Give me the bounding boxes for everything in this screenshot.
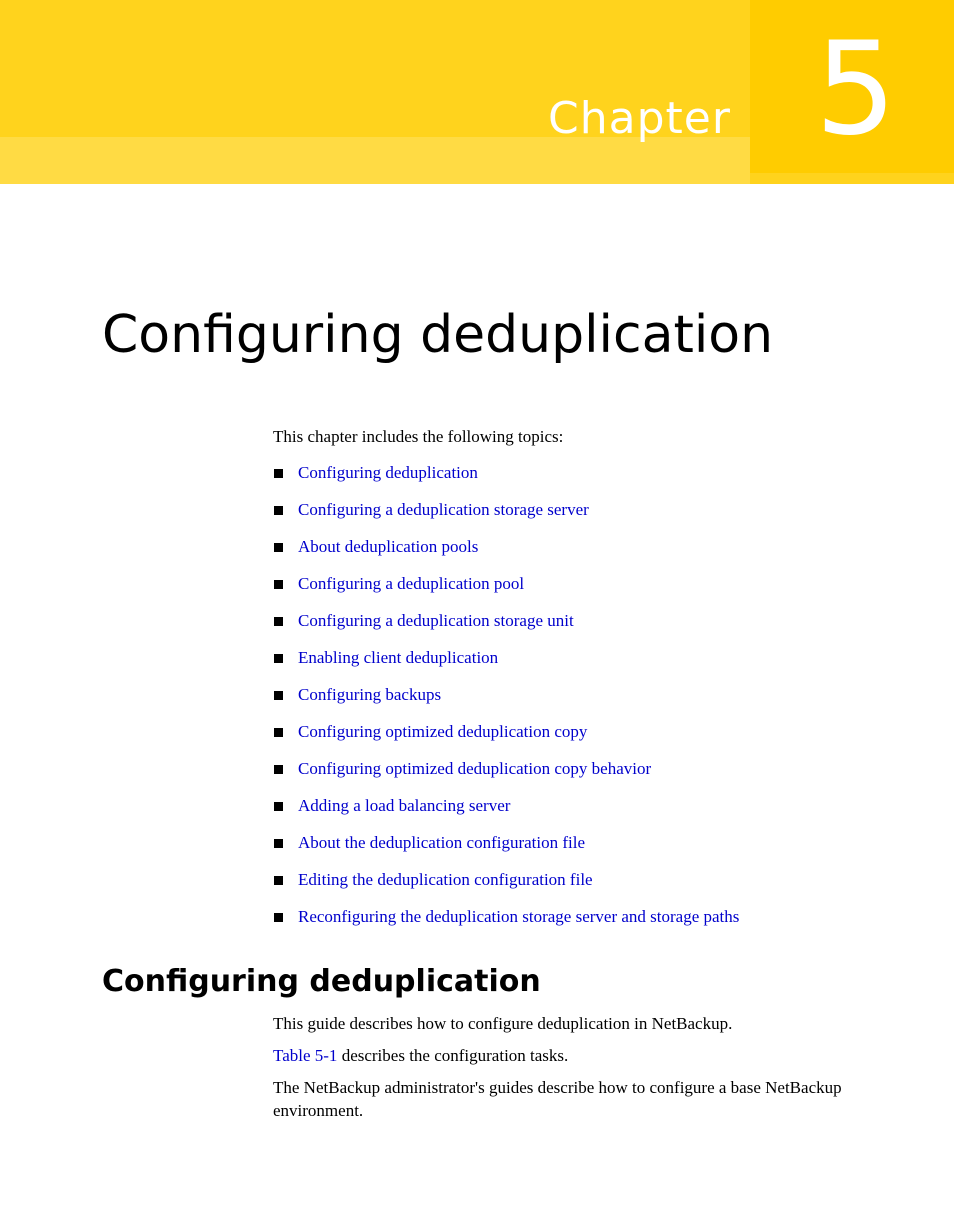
topic-link[interactable]: Configuring deduplication	[298, 463, 478, 482]
chapter-label: Chapter	[548, 93, 731, 144]
topic-item	[273, 795, 739, 832]
topic-item	[273, 869, 739, 906]
square-bullet-icon	[274, 876, 283, 885]
topics-intro: This chapter includes the following topics:	[273, 427, 564, 446]
section-paragraph-2	[273, 1044, 893, 1067]
topic-item	[273, 610, 739, 647]
square-bullet-icon	[274, 913, 283, 922]
square-bullet-icon	[274, 617, 283, 626]
square-bullet-icon	[274, 765, 283, 774]
topic-link[interactable]: Editing the deduplication configuration file	[298, 870, 593, 889]
topic-item	[273, 536, 739, 573]
square-bullet-icon	[274, 654, 283, 663]
topic-item	[273, 721, 739, 758]
topic-item	[273, 906, 739, 943]
topic-item	[273, 462, 739, 499]
topic-item	[273, 647, 739, 684]
topic-link[interactable]: Adding a load balancing server	[298, 796, 511, 815]
square-bullet-icon	[274, 543, 283, 552]
section-paragraph-3: The NetBackup administrator's guides describe how to configure a base NetBackup environment.	[273, 1078, 842, 1120]
topic-link[interactable]: Configuring backups	[298, 685, 442, 704]
topic-item	[273, 499, 739, 536]
table-reference-link[interactable]: Table 5-1	[273, 1046, 338, 1065]
section-heading: Configuring deduplication	[102, 964, 541, 999]
square-bullet-icon	[274, 580, 283, 589]
topic-link[interactable]: Reconfiguring the deduplication storage server and storage paths	[298, 907, 740, 926]
topic-link[interactable]: Configuring optimized deduplication copy behavior	[298, 759, 652, 778]
topic-item	[273, 684, 739, 721]
square-bullet-icon	[274, 691, 283, 700]
topic-link[interactable]: About the deduplication configuration file	[298, 833, 586, 852]
topic-link[interactable]: Enabling client deduplication	[298, 648, 499, 667]
chapter-title: Configuring deduplication	[102, 305, 774, 365]
topic-list	[273, 462, 739, 943]
topic-link[interactable]: Configuring optimized deduplication copy	[298, 722, 588, 741]
topic-link[interactable]: About deduplication pools	[298, 537, 479, 556]
topic-link[interactable]: Configuring a deduplication pool	[298, 574, 525, 593]
square-bullet-icon	[274, 506, 283, 515]
topic-link[interactable]: Configuring a deduplication storage unit	[298, 611, 574, 630]
square-bullet-icon	[274, 839, 283, 848]
square-bullet-icon	[274, 728, 283, 737]
topic-item	[273, 758, 739, 795]
section-paragraph-1: This guide describes how to configure deduplication in NetBackup.	[273, 1014, 733, 1033]
section-paragraph-2-text: describes the configuration tasks.	[337, 1046, 569, 1065]
square-bullet-icon	[274, 802, 283, 811]
topic-link[interactable]: Configuring a deduplication storage server	[298, 500, 589, 519]
chapter-number: 5	[815, 15, 897, 164]
topic-item	[273, 832, 739, 869]
topic-item	[273, 573, 739, 610]
square-bullet-icon	[274, 469, 283, 478]
